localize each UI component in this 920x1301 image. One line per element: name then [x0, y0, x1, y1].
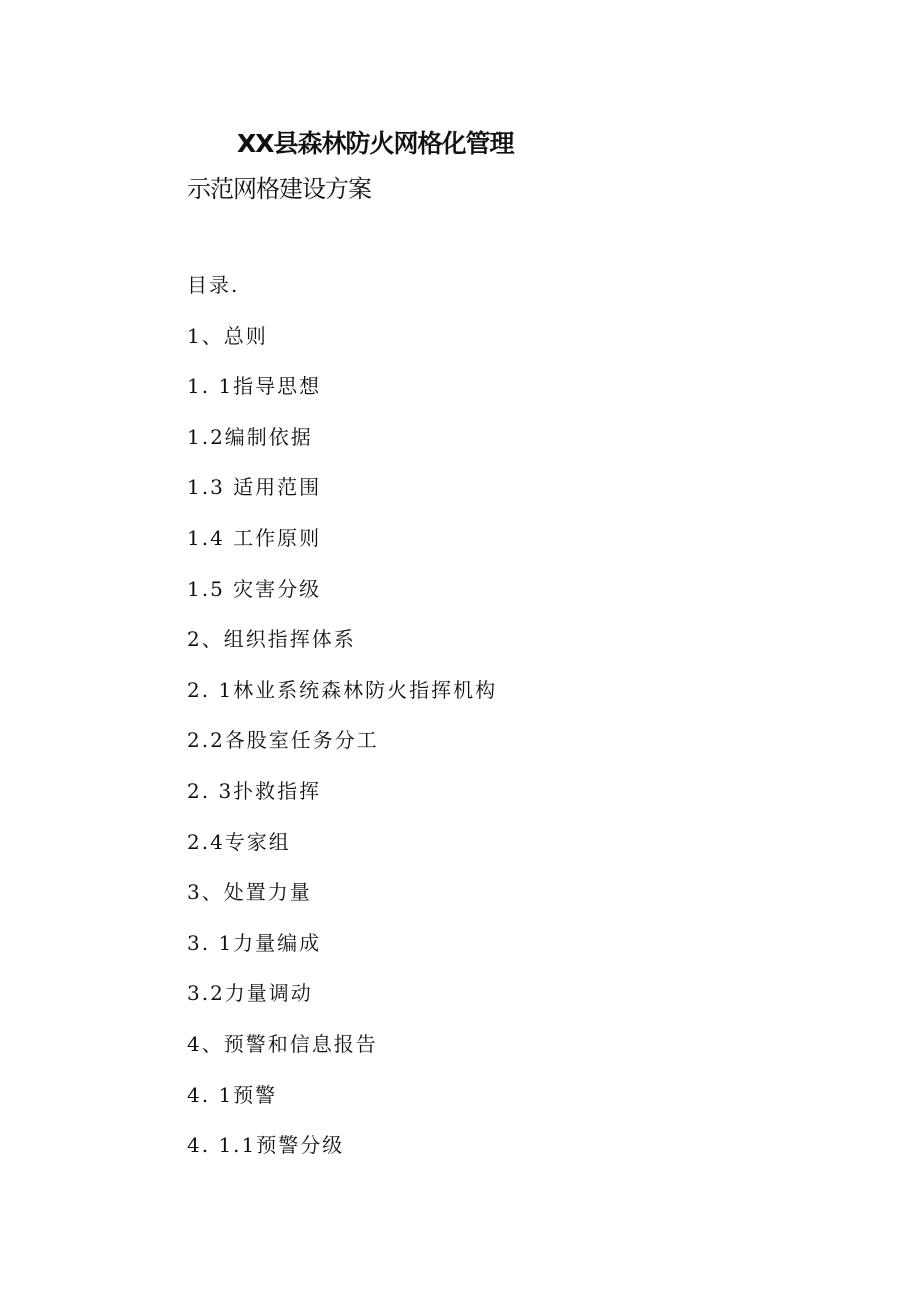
toc-entry-4-1: 4. 1预警 [187, 1082, 278, 1107]
toc-entry-3-1: 3. 1力量编成 [187, 930, 322, 955]
title-line-1: XX县森林防火网格化管理 [237, 129, 514, 158]
toc-entry-1-1: 1. 1指导思想 [187, 374, 322, 399]
title-line-2: 示范网格建设方案 [187, 175, 371, 203]
toc-entry-2-4: 2.4专家组 [187, 829, 291, 854]
toc-heading: 目录. [187, 273, 240, 297]
toc-entry-4-1-1: 4. 1.1预警分级 [187, 1133, 345, 1158]
toc-entry-4: 4、预警和信息报告 [187, 1031, 378, 1056]
toc-entry-1-4: 1.4 工作原则 [187, 525, 322, 550]
toc-entry-3: 3、处置力量 [187, 880, 312, 905]
toc-entry-2-1: 2. 1林业系统森林防火指挥机构 [187, 677, 498, 702]
toc-entry-1-5: 1.5 灾害分级 [187, 576, 322, 601]
toc-entry-2: 2、组织指挥体系 [187, 627, 356, 652]
toc-entry-1-2: 1.2编制依据 [187, 424, 313, 449]
toc-entry-3-2: 3.2力量调动 [187, 981, 313, 1006]
toc-entry-2-3: 2. 3扑救指挥 [187, 778, 322, 803]
toc-entry-2-2: 2.2各股室任务分工 [187, 728, 379, 753]
table-of-contents [187, 268, 497, 1179]
toc-entry-1: 1、总则 [187, 323, 268, 348]
toc-entry-1-3: 1.3 适用范围 [187, 475, 322, 500]
